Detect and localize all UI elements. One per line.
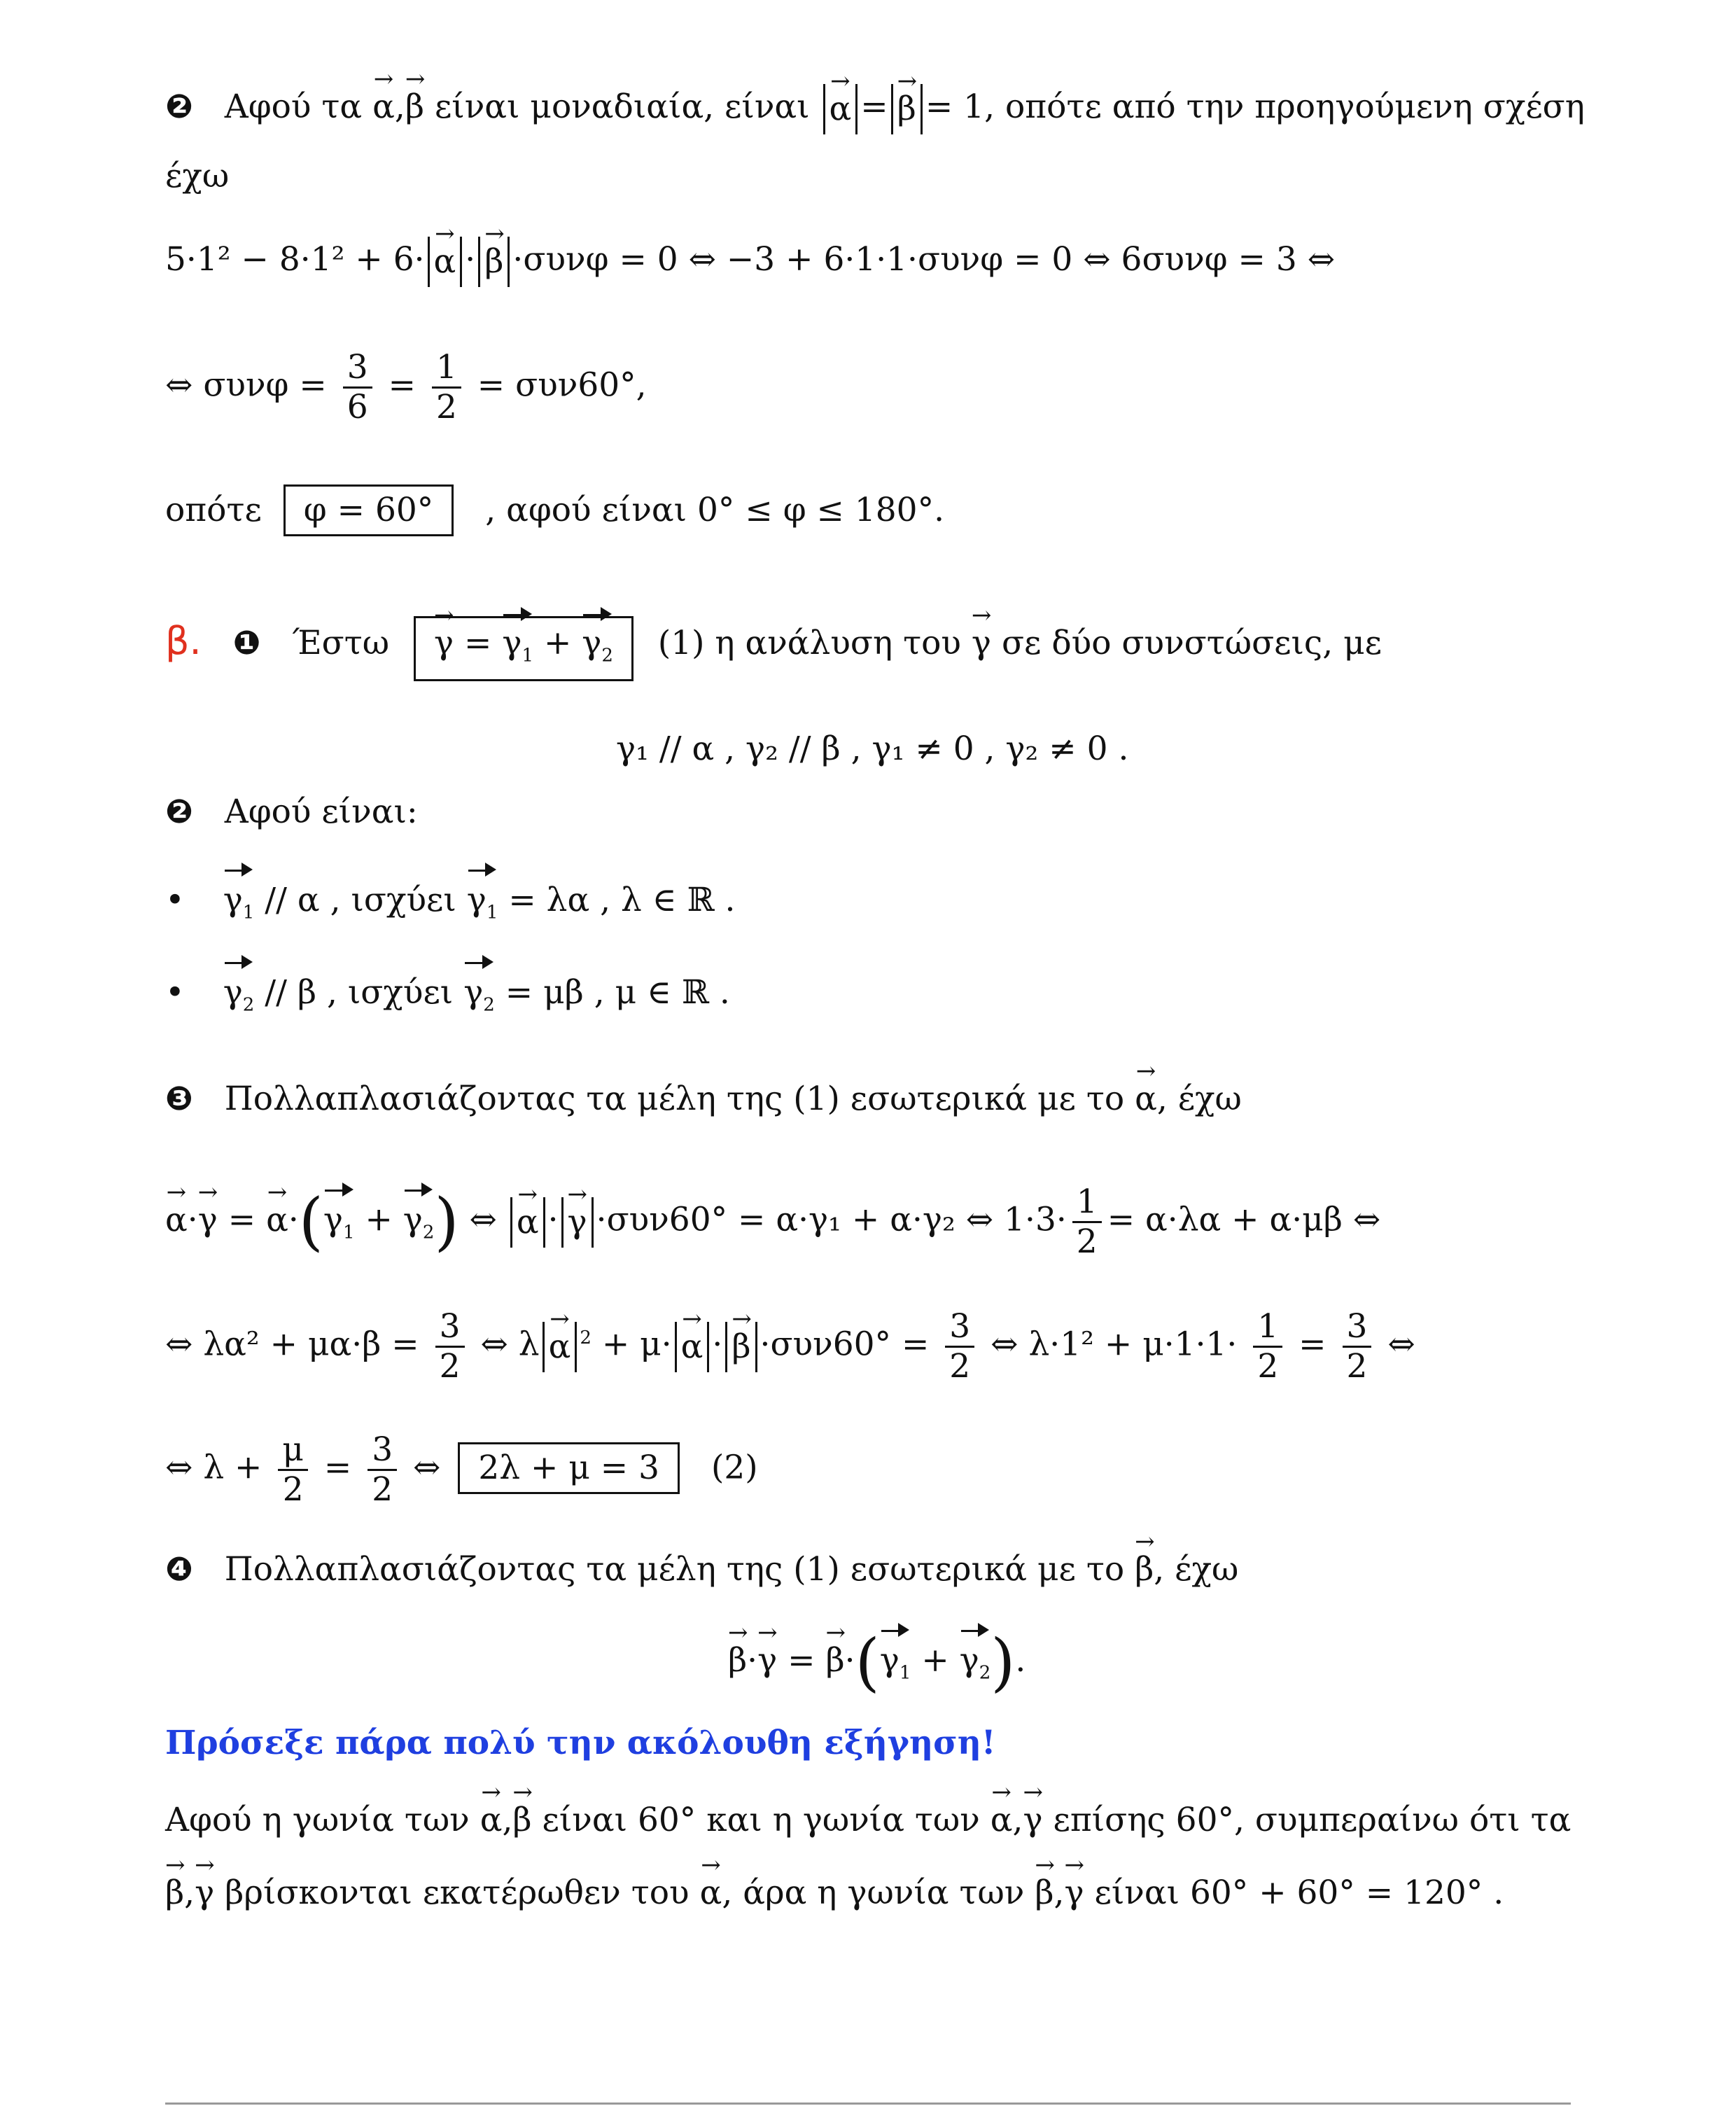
step2-text3: , οπότε από την προηγούμενη σχέση xyxy=(984,88,1585,126)
step3-text: Πολλαπλασιάζοντας τα μέλη της (1) εσωτερικά με το xyxy=(224,1080,1125,1118)
expl-text-2b: , άρα η γωνία των xyxy=(722,1874,1025,1912)
step4-text: Πολλαπλασιάζοντας τα μέλη της (1) εσωτερικά με το xyxy=(224,1550,1125,1589)
equation-5-a: ⇔ λ + xyxy=(165,1448,262,1487)
expl-text-2c: είναι 60° + 60° = 120° . xyxy=(1094,1874,1504,1912)
footer-divider xyxy=(165,2102,1571,2105)
step2b-line xyxy=(165,791,418,833)
boxed-equation-2: 2λ + μ = 3 xyxy=(458,1442,680,1494)
equation-2-right: = συν60°, xyxy=(477,365,647,405)
equation-5: ⇔ λ + $\frac{\mu}{2}$ = $\frac{3}{2}$ ⇔ 2λ + μ = 3 (2) xyxy=(165,1430,758,1509)
vector-beta: → β xyxy=(1135,1549,1154,1591)
step-marker-4: ❹ xyxy=(165,1550,193,1589)
expl-text-1a: Αφού η γωνία των xyxy=(165,1801,470,1839)
bullet-2-text-b: = μβ , μ ∈ ℝ . xyxy=(505,973,730,1012)
vector-gamma: → γ xyxy=(972,622,991,664)
bullet-icon: • xyxy=(165,973,185,1012)
equation-2: ⇔ συνφ = $\frac{3}{6}$ = $\frac{1}{2}$ = συν60°, xyxy=(165,348,647,426)
equation-1-left: 5·1² − 8·1² + 6· xyxy=(165,240,425,279)
norm-beta: → β xyxy=(478,237,510,287)
expl-text-2a: βρίσκονται εκατέρωθεν του xyxy=(225,1874,690,1912)
step3-line: ❸ Πολλαπλασιάζοντας τα μέλη της (1) εσωτερικά με το → α, έχω xyxy=(165,1078,1242,1120)
bullet-2: • $\gamma_2$ // β , ισχύει $\gamma_2 = \mu\beta$ , μ ∈ ℝ . xyxy=(165,970,730,1026)
equation-6: → β·→ γ = → $\beta\cdot(\gamma_1 + \gamma_2)$. xyxy=(728,1638,1026,1694)
boxed-result: φ = 60° xyxy=(284,484,454,536)
step4-line: ❹ Πολλαπλασιάζοντας τα μέλη της (1) εσωτερικά με το → β, έχω xyxy=(165,1549,1238,1591)
equation-3-mid: ·συν60° = α·γ₁ + α·γ₂ ⇔ 1·3· xyxy=(596,1200,1067,1239)
estw-text: Έστω xyxy=(292,624,390,662)
step2-text2: είναι μοναδιαία, είναι xyxy=(434,88,810,126)
step-marker-2b: ❷ xyxy=(165,793,193,831)
result-suffix: , αφού είναι 0° ≤ φ ≤ 180°. xyxy=(485,491,945,529)
step2-line2 xyxy=(165,155,229,197)
step-marker-3: ❸ xyxy=(165,1080,193,1118)
boxed-decomposition: → $\gamma = \gamma_1 + \gamma_2$ xyxy=(414,616,634,681)
step2b-text: Αφού είναι: xyxy=(224,793,418,831)
equation-4: ⇔ λα² + μα·β = $\frac{3}{2}$ ⇔ λ→ α $^2$ + μ·→ α ·→ β ·συν60° = $\frac{3}{2}$ ⇔ λ·1² + μ·1·1· $\frac{1}{2}$ = $\frac{3}{2}$ ⇔ xyxy=(165,1308,1415,1386)
bullet-1-text-a: // α , ισχύει xyxy=(265,881,456,919)
bullet-1-text-b: = λα , λ ∈ ℝ . xyxy=(508,881,736,919)
equation-4-c: + μ· xyxy=(601,1325,672,1364)
norm-alpha: → α xyxy=(428,237,463,287)
bullet-2-text-a: // β , ισχύει xyxy=(265,973,454,1012)
equation-4-a: ⇔ λα² + μα·β = xyxy=(165,1325,419,1364)
part-b-text2: σε δύο συνστώσεις, με xyxy=(1001,624,1382,662)
part-b-label: β. xyxy=(165,619,202,663)
step2-text1: Αφού τα xyxy=(224,88,363,126)
conditions-text: γ₁ // α , γ₂ // β , γ₁ ≠ 0 , γ₂ ≠ 0 . xyxy=(616,730,1129,768)
explanation-line2: → β,→ γ βρίσκονται εκατέρωθεν του → α, άρα η γωνία των → β,→ γ είναι 60° + 60° = 120° . xyxy=(165,1872,1504,1914)
equation-3: → α·→ γ = → $\alpha\cdot(\gamma_1 + \gamma_2)$ ⇔ → α ·→ γ ·συν60° = α·γ₁ + α·γ₂ ⇔ 1·3· $\frac{1}{2}$ = α·λα + α·μβ ⇔ xyxy=(165,1183,1380,1261)
explanation-line1: Αφού η γωνία των → α,→ β είναι 60° και η γωνία των → α,→ γ επίσης 60°, συμπεραίνω ότι τα xyxy=(165,1799,1571,1841)
part-b-text1: (1) η ανάλυση του xyxy=(657,624,961,662)
bullet-1: • $\gamma_1$ // α , ισχύει $\gamma_1 = \lambda\alpha$ , λ ∈ ℝ . xyxy=(165,878,735,933)
equation-4-e: ⇔ λ·1² + μ·1·1· xyxy=(990,1325,1238,1364)
equation-tag-2: (2) xyxy=(711,1448,758,1487)
step2-line1: ❷ Αφού τα → α,→ β είναι μοναδιαία, είναι → α =→ β = 1, οπότε από την προηγούμενη σχέση xyxy=(165,84,1585,134)
equation-1: 5·1² − 8·1² + 6·→ α ·→ β ·συνφ = 0 ⇔ −3 + 6·1·1·συνφ = 0 ⇔ 6συνφ = 3 ⇔ xyxy=(165,237,1335,287)
part-b-conditions xyxy=(616,728,1128,770)
equation-3-right: = α·λα + α·μβ ⇔ xyxy=(1107,1200,1381,1239)
norm-alpha: → α xyxy=(823,84,858,134)
equation-2-left: ⇔ συνφ = xyxy=(165,365,327,405)
equation-1-right: ·συνφ = 0 ⇔ −3 + 6·1·1·συνφ = 0 ⇔ 6συνφ = 3 ⇔ xyxy=(512,240,1336,279)
vector-alpha: → α xyxy=(1135,1078,1157,1120)
result-phi xyxy=(165,484,944,536)
bullet-icon: • xyxy=(165,881,185,919)
part-b-line1 xyxy=(165,616,1382,681)
fraction-1-2: $\frac{1}{2}$ xyxy=(432,349,461,426)
vectors-alpha-beta: → α,→ β xyxy=(372,88,424,126)
step2-text4: έχω xyxy=(165,157,230,195)
step-marker-2: ❷ xyxy=(165,88,193,126)
equation-4-b: ⇔ λ xyxy=(480,1325,540,1364)
fraction-3-6: $\frac{3}{6}$ xyxy=(343,349,372,426)
equation-4-d: ·συν60° = xyxy=(760,1325,930,1364)
norm-beta: → β xyxy=(891,84,923,134)
equals-one: = 1 xyxy=(925,88,985,126)
expl-text-1b: είναι 60° και η γωνία των xyxy=(542,1801,980,1839)
expl-text-1c: επίσης 60°, συμπεραίνω ότι τα xyxy=(1053,1801,1572,1839)
step-marker-1: ❶ xyxy=(232,624,261,662)
attention-note: Πρόσεξε πάρα πολύ την ακόλουθη εξήγηση! xyxy=(165,1724,996,1762)
result-prefix: οπότε xyxy=(165,491,262,529)
